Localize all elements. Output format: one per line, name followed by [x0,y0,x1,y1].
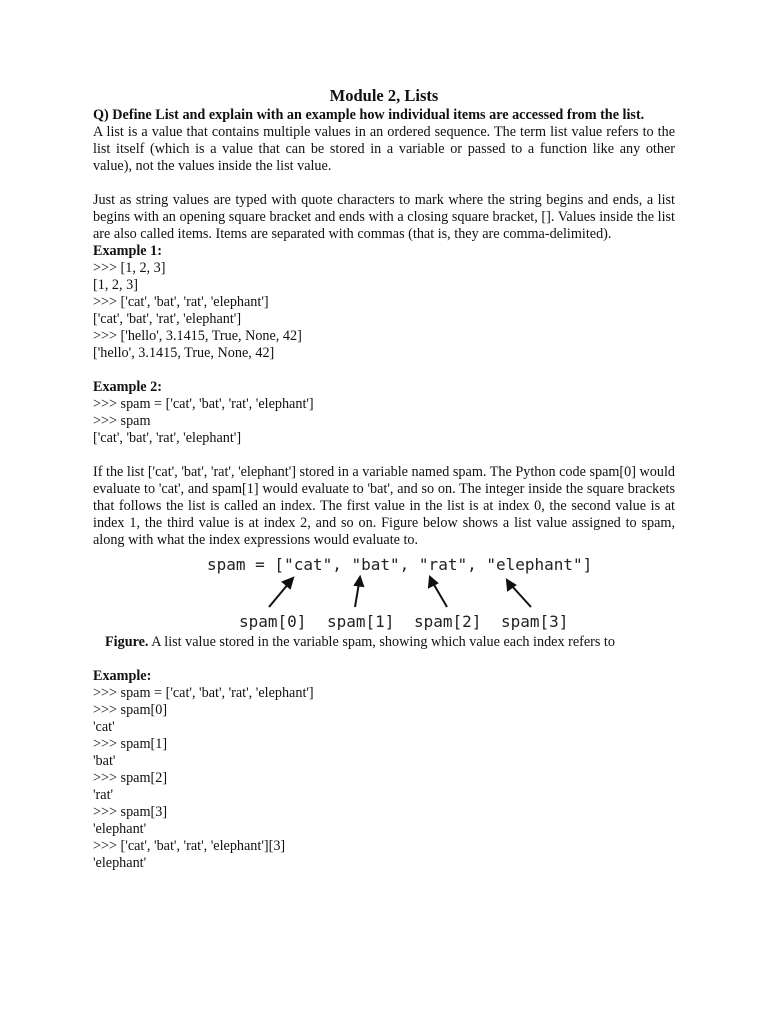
code-line: ['cat', 'bat', 'rat', 'elephant'] [93,430,242,446]
code-line: 'cat' [93,719,115,735]
code-line: 'rat' [93,787,114,803]
code-line: >>> ['hello', 3.1415, True, None, 42] [93,328,302,344]
question-heading: Q) Define List and explain with an example how individual items are accessed from the list. [93,107,645,123]
arrow-index-0 [269,583,289,607]
example-2-code [93,396,675,447]
arrowhead-icon [283,578,293,588]
list-index-figure [93,550,675,630]
document-page [93,86,675,872]
code-line: >>> spam = ['cat', 'bat', 'rat', 'elephant'] [93,685,314,701]
spacer [93,447,675,464]
code-line: 'bat' [93,753,116,769]
arrow-index-2 [433,583,447,607]
code-line: >>> spam[2] [93,770,168,786]
figure-label-spam-0: spam[0] [239,612,307,630]
code-line: 'elephant' [93,821,147,837]
arrow-index-3 [511,585,531,607]
figure-label-spam-2: spam[2] [414,612,482,630]
spacer [93,175,675,192]
code-line: 'elephant' [93,855,147,871]
spacer [93,362,675,379]
arrow-index-1 [355,583,359,607]
example-1-code [93,260,675,362]
paragraph-list-definition: A list is a value that contains multiple values in an ordered sequence. The term list value refers to the list itself (which is a value that can be stored in a variable or passed to a function like any other value), not the values inside the list value. [93,124,675,174]
example-1-heading: Example 1: [93,243,162,259]
arrowhead-icon [429,577,437,587]
example-3-heading: Example: [93,668,152,684]
code-line: >>> spam [93,413,151,429]
example-3-code [93,685,675,872]
figure-caption-label: Figure. [105,634,149,650]
figure-code: spam = ["cat", "bat", "rat", "elephant"] [207,555,593,574]
page-title: Module 2, Lists [329,86,439,105]
code-line: >>> spam[3] [93,804,168,820]
arrowhead-icon [355,577,363,586]
code-line: [1, 2, 3] [93,277,138,293]
spacer [93,651,675,668]
example-2-heading: Example 2: [93,379,162,395]
code-line: ['cat', 'bat', 'rat', 'elephant'] [93,311,242,327]
code-line: >>> ['cat', 'bat', 'rat', 'elephant'][3] [93,838,286,854]
code-line: >>> spam[0] [93,702,168,718]
code-line: ['hello', 3.1415, True, None, 42] [93,345,275,361]
figure-label-spam-3: spam[3] [501,612,569,630]
code-line: >>> ['cat', 'bat', 'rat', 'elephant'] [93,294,269,310]
figure-caption [93,634,675,651]
code-line: >>> [1, 2, 3] [93,260,166,276]
paragraph-list-syntax: Just as string values are typed with quote characters to mark where the string begins and ends, a list begins with an opening square bracket and ends with a closing square bracket, []. Values inside the list are also called items. Items are separated with commas (that is, they are comma-delimited). [93,192,675,242]
figure-label-spam-1: spam[1] [327,612,395,630]
code-line: >>> spam = ['cat', 'bat', 'rat', 'elephant'] [93,396,314,412]
code-line: >>> spam[1] [93,736,168,752]
arrows [269,577,531,607]
figure-caption-text: A list value stored in the variable spam, showing which value each index refers to [148,634,615,650]
paragraph-indexing: If the list ['cat', 'bat', 'rat', 'elephant'] stored in a variable named spam. The Python code spam[0] would evaluate to 'cat', and spam[1] would evaluate to 'bat', and so on. The integer inside the square brackets that follows the list is called an index. The first value in the list is at index 0, the second value is at index 1, the third value is at index 2, and so on. Figure below shows a list value assigned to spam, along with what the index expressions would evaluate to. [93,464,675,548]
figure-diagram [93,550,675,630]
